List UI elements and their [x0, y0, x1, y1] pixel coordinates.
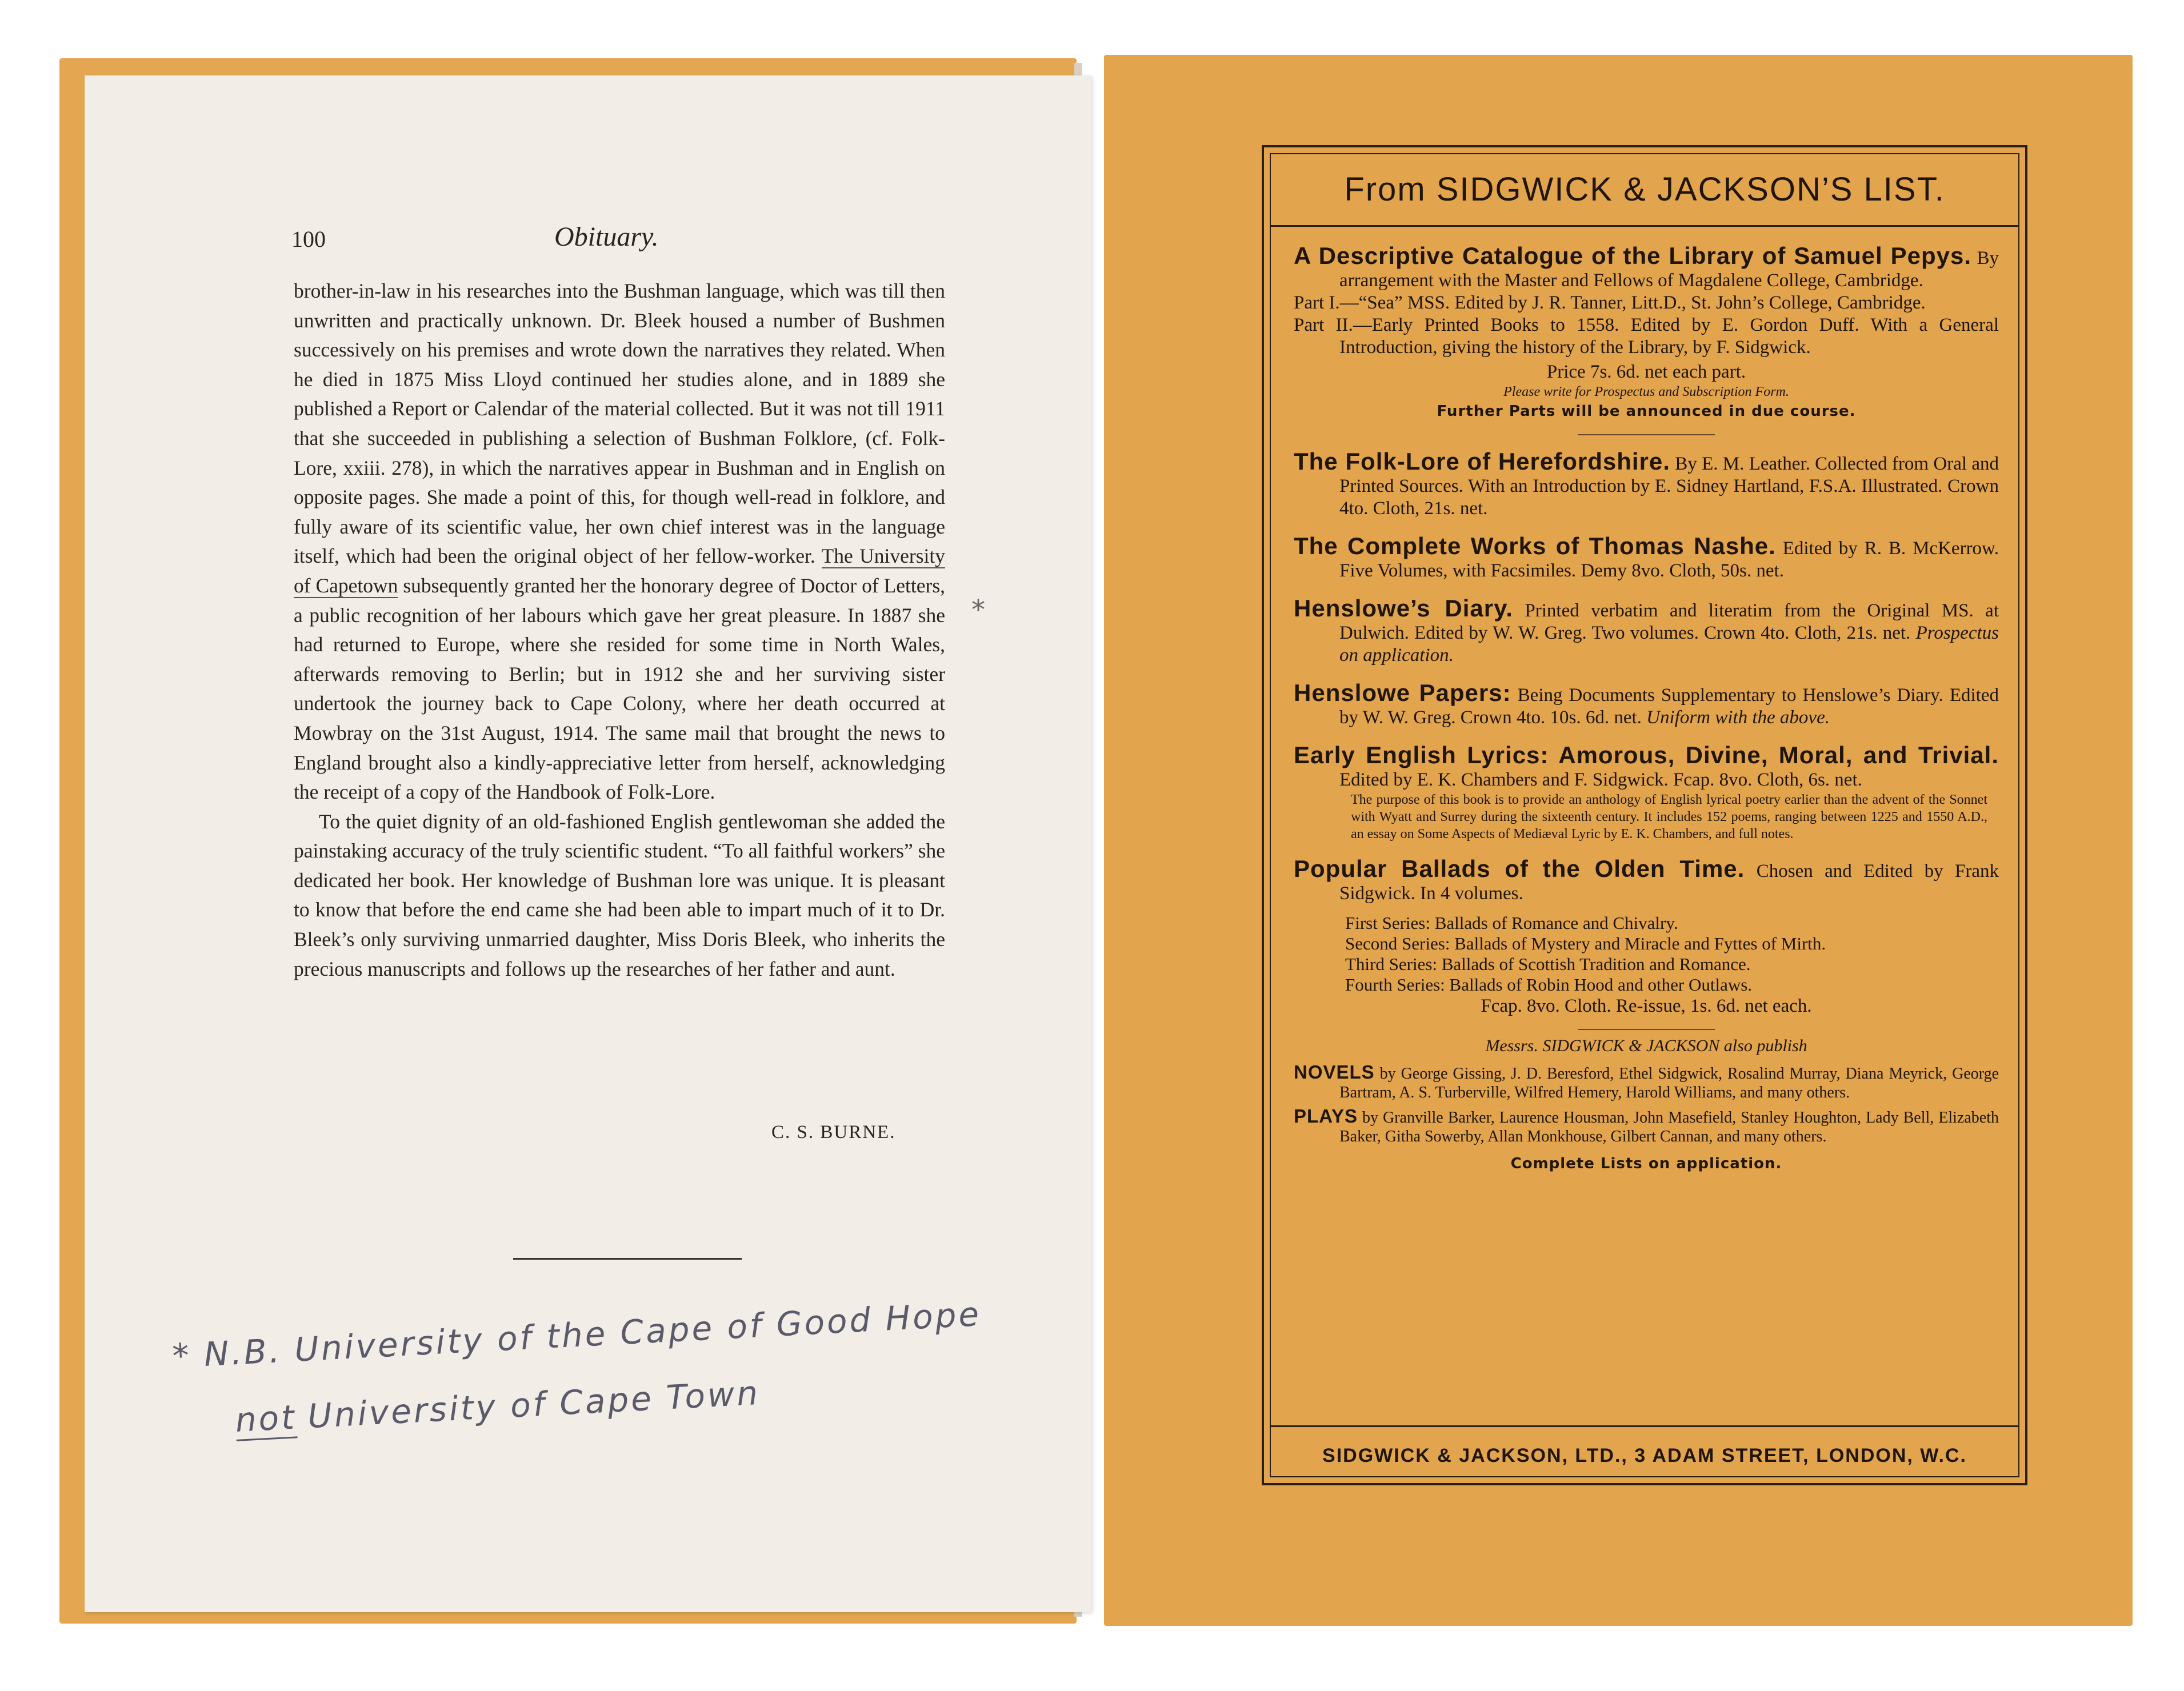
- ad-title: From SIDGWICK & JACKSON’S LIST.: [1344, 171, 1945, 208]
- plays-head: PLAYS: [1294, 1105, 1358, 1127]
- entry-lyrics-note: The purpose of this book is to provide an anthology of English lyrical poetry earlier than the advent of the Sonnet with Wyatt and Surrey during the sixteenth century. It includes 152 poems, ranging between 1225 and 1550 A.D., an essay on Some Aspects of Mediæval Lyric by E. K. Chambers, and full notes.: [1351, 792, 1987, 842]
- pepys-prospectus: Please write for Prospectus and Subscription Form.: [1503, 384, 1789, 399]
- underlined-phrase: The University of Capetown: [294, 544, 945, 597]
- entry-henslowe-papers-note: Uniform with the above.: [1646, 707, 1830, 728]
- entry-henslowe-diary-text: Printed verbatim and literatim from the Original MS. at Dulwich. Edited by W. W. Greg. Two volumes. Crown 4to. Cloth, 21s. net.: [1339, 600, 1999, 643]
- publisher-address: SIDGWICK & JACKSON, LTD., 3 ADAM STREET, LONDON, W.C.: [1322, 1445, 1967, 1466]
- entry-henslowe-diary-note: Prospectus on application.: [1339, 623, 1999, 666]
- ad-footer-rule: [1271, 1425, 2018, 1427]
- entry-nashe: [1294, 532, 1999, 582]
- paragraph-2: To the quiet dignity of an old-fashioned English gentlewoman she added the painstaking accuracy of the truly scientific student. “To all faithful workers” she dedicated her book. Her knowledge of Bushman lore was unique. It is pleasant to know that before the end came she had been able to impart much of it to Dr. Bleek’s only surviving unmarried daughter, Miss Doris Bleek, who inherits the precious manuscripts and follows up the researches of her father and aunt.: [294, 810, 945, 980]
- entry-pepys-title: A Descriptive Catalogue of the Library of Samuel Pepys.: [1294, 242, 1971, 269]
- paragraph-1-text: brother-in-law in his researches into the Bushman language, which was till then unwritten and practically unknown. Dr. Bleek housed a number of Bushmen successively on his premises and wrote down the narratives they related. When he died in 1875 Miss Lloyd continued her studies alone, and in 1889 she published a Report or Calendar of the material collected. But it was not till 1911 that she succeeded in publishing a selection of Bushman Folklore, (cf. Folk-Lore, xxiii. 278), in which the narratives appear in Bushman and in English on opposite pages. She made a point of this, for though well-read in folklore, and fully aware of its scientific value, her own chief interest was in the language itself, which had been the original object of her fellow-worker.: [294, 279, 945, 568]
- novels-text: by George Gissing, J. D. Beresford, Ethel Sidgwick, Rosalind Murray, Diana Meyrick, George Bartram, A. S. Turberville, Wilfred Hemery, Harold Williams, and many others.: [1339, 1065, 1999, 1101]
- entry-ballads-text: Chosen and Edited by Frank Sidgwick. In 4 volumes.: [1339, 861, 1999, 904]
- pepys-further-parts: Further Parts will be announced in due course.: [1437, 403, 1856, 420]
- plays-list: [1294, 1107, 1999, 1146]
- entry-pepys: [1294, 242, 1999, 292]
- entry-ballads-title: Popular Ballads of the Olden Time.: [1294, 855, 1745, 882]
- pepys-part-2: Part II.—Early Printed Books to 1558. Edited by E. Gordon Duff. With a General Introduction, giving the history of the Library, by F. Sidgwick.: [1294, 315, 1999, 358]
- ballads-price: Fcap. 8vo. Cloth. Re-issue, 1s. 6d. net each.: [1481, 996, 1812, 1016]
- ballads-series-3: Third Series: Ballads of Scottish Tradition and Romance.: [1345, 954, 1751, 974]
- publisher-advertisement: [1262, 145, 2027, 1485]
- handwritten-not: not: [234, 1397, 298, 1441]
- page-header: [291, 222, 949, 266]
- margin-asterisk: *: [971, 594, 985, 626]
- section-rule-2: [1578, 1029, 1715, 1030]
- handwritten-note-line-1: * N.B. University of the Cape of Good Hope: [171, 1294, 982, 1376]
- ad-content: [1294, 239, 1999, 1175]
- obituary-body: [294, 277, 945, 984]
- entry-henslowe-papers-title: Henslowe Papers:: [1294, 679, 1511, 706]
- ballads-series-4: Fourth Series: Ballads of Robin Hood and other Outlaws.: [1345, 975, 1753, 995]
- running-title: Obituary.: [554, 222, 659, 252]
- novels-list: [1294, 1063, 1999, 1102]
- also-publish: Messrs. SIDGWICK & JACKSON also publish: [1485, 1036, 1807, 1055]
- entry-ballads: [1294, 857, 1999, 905]
- entry-nashe-text: Edited by R. B. McKerrow. Five Volumes, with Facsimiles. Demy 8vo. Cloth, 50s. net.: [1339, 538, 1999, 581]
- entry-henslowe-papers: [1294, 679, 1999, 729]
- ballads-series-1: First Series: Ballads of Romance and Chivalry.: [1345, 913, 1678, 933]
- pepys-price: Price 7s. 6d. net each part.: [1546, 362, 1746, 382]
- entry-pepys-desc: By arrangement with the Master and Fellows of Magdalene College, Cambridge.: [1339, 248, 1999, 291]
- entry-lyrics-title: Early English Lyrics: Amorous, Divine, Moral, and Trivial.: [1294, 742, 1999, 768]
- entry-herefordshire: [1294, 450, 1999, 520]
- ballads-series-2: Second Series: Ballads of Mystery and Miracle and Fyttes of Mirth.: [1345, 933, 1826, 953]
- plays-text: by Granville Barker, Laurence Housman, John Masefield, Stanley Houghton, Lady Bell, Elizabeth Baker, Githa Sowerby, Allan Monkhouse, Gilbert Cannan, and many others.: [1339, 1109, 1999, 1145]
- handwritten-rest: University of Cape Town: [306, 1373, 761, 1436]
- entry-lyrics: [1294, 744, 1999, 791]
- pepys-part-1: Part I.—“Sea” MSS. Edited by J. R. Tanner, Litt.D., St. John’s College, Cambridge.: [1294, 292, 1926, 313]
- ad-inner-frame: [1270, 153, 2019, 1477]
- entry-lyrics-text: Edited by E. K. Chambers and F. Sidgwick. Fcap. 8vo. Cloth, 6s. net.: [1339, 770, 1862, 790]
- ad-title-rule: [1271, 225, 2018, 227]
- closing-rule: [513, 1258, 742, 1260]
- entry-nashe-title: The Complete Works of Thomas Nashe.: [1294, 532, 1776, 559]
- entry-herefordshire-text: By E. M. Leather. Collected from Oral and Printed Sources. With an Introduction by E. Sidney Hartland, F.S.A. Illustrated. Crown 4to. Cloth, 21s. net.: [1339, 454, 1999, 519]
- paragraph-1: [294, 277, 945, 807]
- novels-head: NOVELS: [1294, 1061, 1375, 1083]
- entry-henslowe-diary-title: Henslowe’s Diary.: [1294, 595, 1513, 622]
- paragraph-1-cont: subsequently granted her the honorary degree of Doctor of Letters, a public recognition of her labours which gave her great pleasure. In 1887 she had returned to Europe, where she resided for some time in North Wales, afterwards removing to Berlin; but in 1912 she and her surviving sister undertook the journey back to Cape Colony, where her death occurred at Mowbray on the 31st August, 1914. The same mail that brought the news to England brought also a kindly-appreciative letter from herself, acknowledging the receipt of a copy of the Handbook of Folk-Lore.: [294, 574, 946, 804]
- entry-henslowe-diary: [1294, 597, 1999, 667]
- ballads-series-list: [1294, 913, 1999, 995]
- entry-henslowe-papers-text: Being Documents Supplementary to Henslowe’s Diary. Edited by W. W. Greg. Crown 4to. 10s. 6d. net.: [1339, 685, 1999, 728]
- section-rule: [1578, 434, 1715, 435]
- entry-herefordshire-title: The Folk-Lore of Herefordshire.: [1294, 448, 1670, 475]
- page-number: 100: [291, 226, 326, 252]
- author-signature: C. S. BURNE.: [771, 1122, 896, 1143]
- complete-lists: Complete Lists on application.: [1510, 1155, 1782, 1172]
